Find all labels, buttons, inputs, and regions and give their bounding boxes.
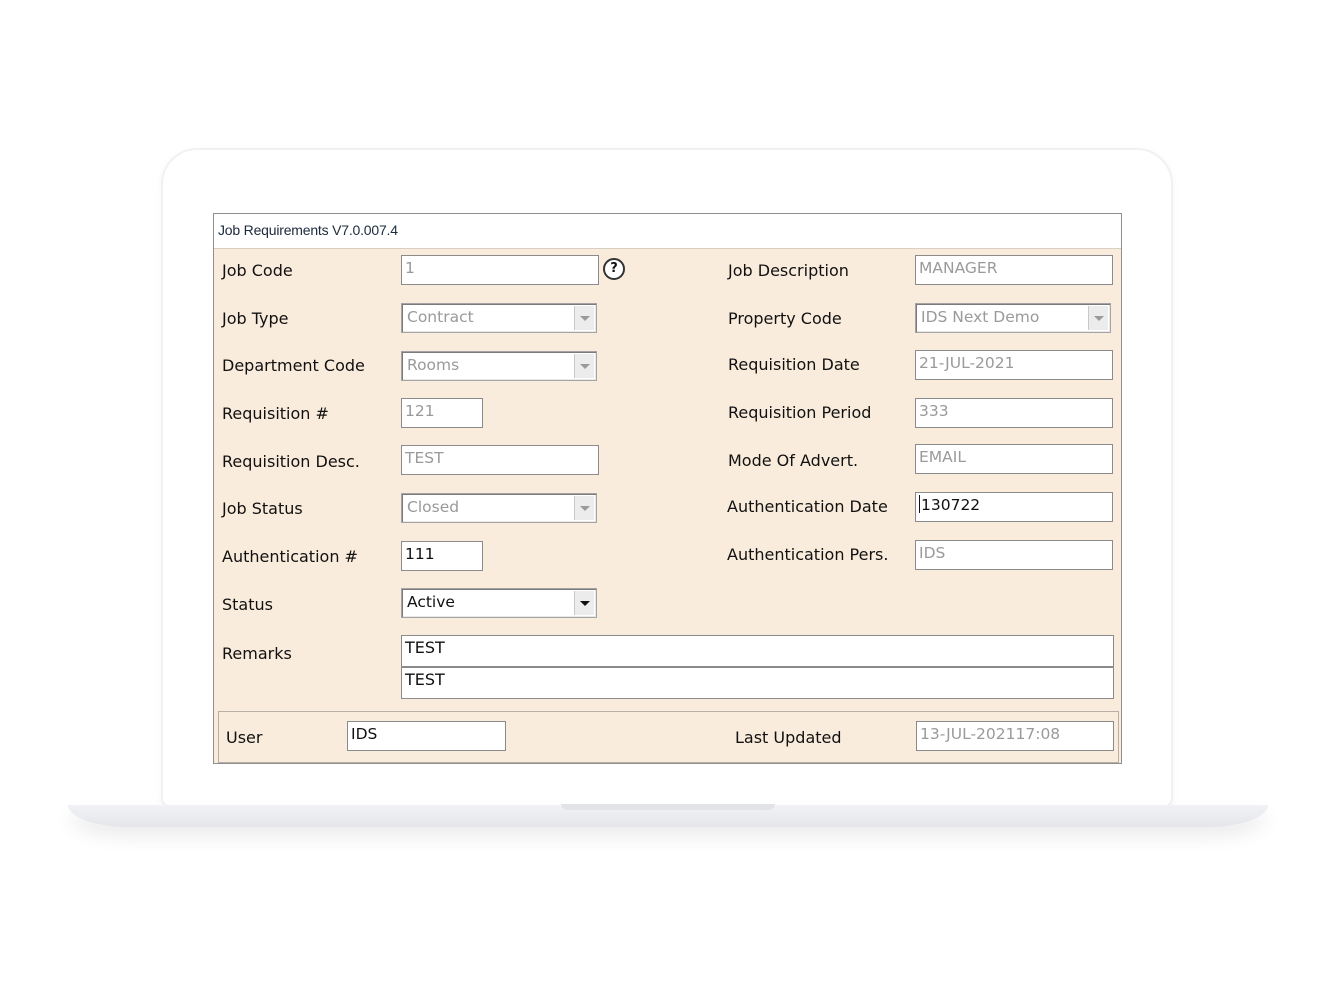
job-type-select[interactable] <box>401 303 597 333</box>
laptop-notch <box>561 804 775 810</box>
requisition-period-label: Requisition Period <box>728 403 872 422</box>
property-code-value: IDS Next Demo <box>921 308 1040 326</box>
chevron-down-icon <box>580 364 590 369</box>
job-code-input[interactable]: 1 <box>401 255 599 285</box>
user-label: User <box>226 728 263 747</box>
job-requirements-window <box>213 213 1122 764</box>
job-status-label: Job Status <box>222 499 303 518</box>
authentication-pers-input[interactable]: IDS <box>915 540 1113 570</box>
chevron-down-icon <box>580 506 590 511</box>
authentication-date-value: 130722 <box>921 496 981 514</box>
department-code-value: Rooms <box>407 356 460 374</box>
requisition-period-input[interactable]: 333 <box>915 398 1113 428</box>
audit-footer <box>218 711 1119 763</box>
authentication-pers-label: Authentication Pers. <box>727 545 889 564</box>
authentication-date-input[interactable] <box>915 492 1113 522</box>
mode-of-advert-input[interactable]: EMAIL <box>915 444 1113 474</box>
chevron-down-icon <box>1094 316 1104 321</box>
requisition-no-input[interactable]: 121 <box>401 398 483 428</box>
remarks-line-1[interactable]: TEST <box>401 635 1114 667</box>
help-icon[interactable]: ? <box>603 258 625 280</box>
job-status-select[interactable] <box>401 493 597 523</box>
job-status-value: Closed <box>407 498 460 516</box>
property-code-select[interactable] <box>915 303 1111 333</box>
job-code-label: Job Code <box>222 261 293 280</box>
property-code-label: Property Code <box>728 309 842 328</box>
department-code-dropdown-button[interactable] <box>574 354 594 378</box>
remarks-line-2[interactable]: TEST <box>401 667 1114 699</box>
user-input[interactable]: IDS <box>347 721 506 751</box>
authentication-no-label: Authentication # <box>222 547 358 566</box>
chevron-down-icon <box>580 316 590 321</box>
job-type-dropdown-button[interactable] <box>574 306 594 330</box>
job-type-value: Contract <box>407 308 474 326</box>
requisition-desc-input[interactable]: TEST <box>401 445 599 475</box>
authentication-no-input[interactable]: 111 <box>401 541 483 571</box>
status-value: Active <box>407 593 455 611</box>
window-title: Job Requirements V7.0.007.4 <box>218 222 398 238</box>
status-dropdown-button[interactable] <box>574 591 594 615</box>
requisition-date-input[interactable]: 21-JUL-2021 <box>915 350 1113 380</box>
requisition-desc-label: Requisition Desc. <box>222 452 360 471</box>
text-caret <box>919 495 920 513</box>
authentication-date-label: Authentication Date <box>727 497 888 516</box>
remarks-label: Remarks <box>222 644 292 663</box>
title-bar <box>214 214 1121 249</box>
property-code-dropdown-button[interactable] <box>1088 306 1108 330</box>
status-label: Status <box>222 595 273 614</box>
requisition-date-label: Requisition Date <box>728 355 860 374</box>
status-select[interactable] <box>401 588 597 618</box>
requisition-no-label: Requisition # <box>222 404 329 423</box>
last-updated-input[interactable]: 13-JUL-202117:08 <box>916 721 1114 751</box>
job-description-label: Job Description <box>728 261 849 280</box>
department-code-label: Department Code <box>222 356 365 375</box>
mode-of-advert-label: Mode Of Advert. <box>728 451 859 470</box>
last-updated-label: Last Updated <box>735 728 842 747</box>
job-status-dropdown-button[interactable] <box>574 496 594 520</box>
department-code-select[interactable] <box>401 351 597 381</box>
job-type-label: Job Type <box>222 309 289 328</box>
job-description-input[interactable]: MANAGER <box>915 255 1113 285</box>
chevron-down-icon <box>580 601 590 606</box>
